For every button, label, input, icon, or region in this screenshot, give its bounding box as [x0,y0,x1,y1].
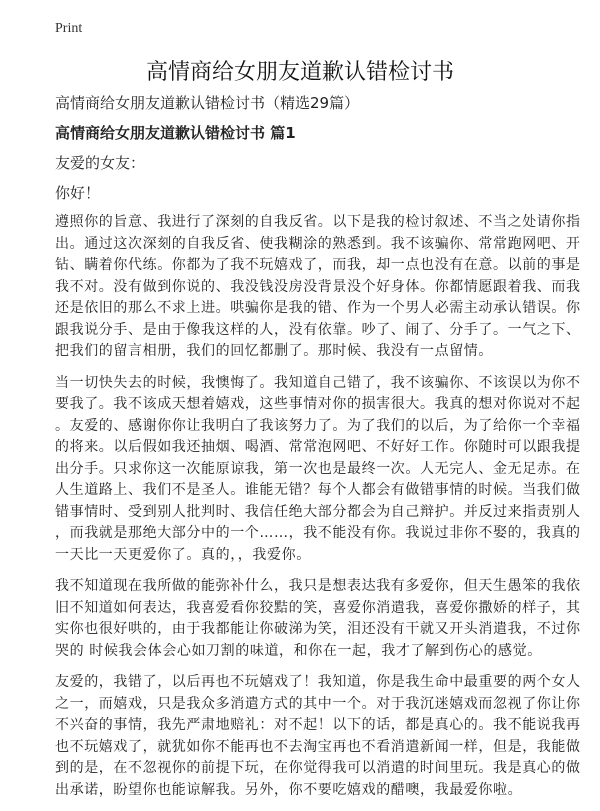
paragraph-line: 哭的 时候我会体会心如刀割的味道，和你在一起，我才了解到伤心的感觉。 [55,642,542,659]
paragraph-line: 一天比一天更爱你了。真的，，我爱你。 [55,546,311,563]
paragraph-line: 钻、瞒着你代练。你都为了我不玩嬉戏了，而我，却一点也没有在意。以前的事是 [55,257,581,273]
paragraph-line: ，而我就是那绝大部分中的一个……，我不能没有你。我说过非你不娶的，我真的 [55,525,581,541]
paragraph-line: 还是依旧的那么不求上进。哄骗你是我的错、作为一个男人必需主动承认错误。你 [55,300,581,316]
paragraph-line: 把我们的留言相册，我们的回忆都删了。那时候、我没有一点留情。 [55,343,493,359]
subtitle: 高情商给女朋友道歉认错检讨书（精选29篇） [55,94,360,112]
paragraph-line: 到的是，在不忽视你的前提下玩，在你觉得我可以消遣的时间里玩。我是真心的做 [55,760,581,776]
paragraph-line: 之一，而嬉戏，只是我众多消遣方式的其中一个。对于我沉迷嬉戏而忽视了你让你 [55,695,581,712]
section-heading: 高情商给女朋友道歉认错检讨书 篇1 [55,124,296,142]
paragraph [55,373,590,567]
paragraph-line: 出。通过这次深刻的自我反省、使我糊涂的熟悉到。我不该骗你、常常跑网吧、开 [55,235,581,252]
paragraph-line: 实你也很好哄的，由于我都能让你破涕为笑，泪还没有干就又开头消遣我，不过你 [55,621,581,637]
paragraph-line: 。友爱的、感谢你你让我明白了我该努力了。为了我们的以后，为了给你一个幸福 [55,417,581,434]
greeting: 你好！ [55,184,101,202]
paragraph [55,576,590,662]
paragraph-line: 跟我说分手、是由于像我这样的人，没有依靠。吵了、闹了、分手了。一气之下、 [55,321,581,338]
paragraph-line: 当一切快失去的时候，我懊悔了。我知道自己错了，我不该骗你、不该误以为你不 [55,374,581,391]
paragraph-line: 旧不知道如何表达，我喜爱看你狡黠的笑，喜爱你消遣我，喜爱你撒娇的样子，其 [55,599,581,616]
paragraph-line: 友爱的，我错了，以后再也不玩嬉戏了！我知道，你是我生命中最重要的两个女人 [55,674,581,690]
paragraph-line: 不兴奋的事情，我先严肃地赔礼：对不起！以下的话，都是真心的。我不能说我再 [55,717,581,733]
page-title: 高情商给女朋友道歉认错检讨书 [145,60,454,85]
paragraph [55,672,590,801]
paragraph-line: 的将来。以后假如我还抽烟、喝酒、常常泡网吧、不好好工作。你随时可以跟我提 [55,439,581,455]
paragraph-line: 我不知道现在我所做的能弥补什么，我只是想表达我有多爱你，但天生愚笨的我依 [55,578,581,594]
print-link[interactable]: Print [55,21,83,36]
paragraph-line: 要我了。我不该成天想着嬉戏，这些事情对你的损害很大。我真的想对你说对不起 [55,396,581,412]
paragraphs [55,212,590,801]
paragraph-line: 错事情时、受到别人批判时、我信任绝大部分都会为自己辩护。并反过来指责别人 [55,503,581,520]
paragraph-line: 遵照你的旨意、我进行了深刻的自我反省。以下是我的检讨叙述、不当之处请你指 [55,214,581,230]
paragraph-line: 出承诺，盼望你也能谅解我。另外，你不要吃嬉戏的醋噢，我最爱你啦。 [55,781,523,798]
paragraph [55,212,590,363]
salutation: 友爱的女友： [55,154,146,172]
paragraph-line: 人生道路上、我们不是圣人。谁能无错？每个人都会有做错事情的时候。当我们做 [55,482,581,498]
paragraph-line: 出分手。只求你这一次能原谅我，第一次也是最终一次。人无完人、金无足赤。在 [55,460,581,477]
paragraph-line: 也不玩嬉戏了，就犹如你不能再也不去淘宝再也不看消遣新闻一样，但是，我能做 [55,738,581,755]
document-body [55,92,590,811]
paragraph-line: 我不对。没有做到你说的、我没钱没房没背景没个好身体。你都情愿跟着我、而我 [55,278,581,295]
